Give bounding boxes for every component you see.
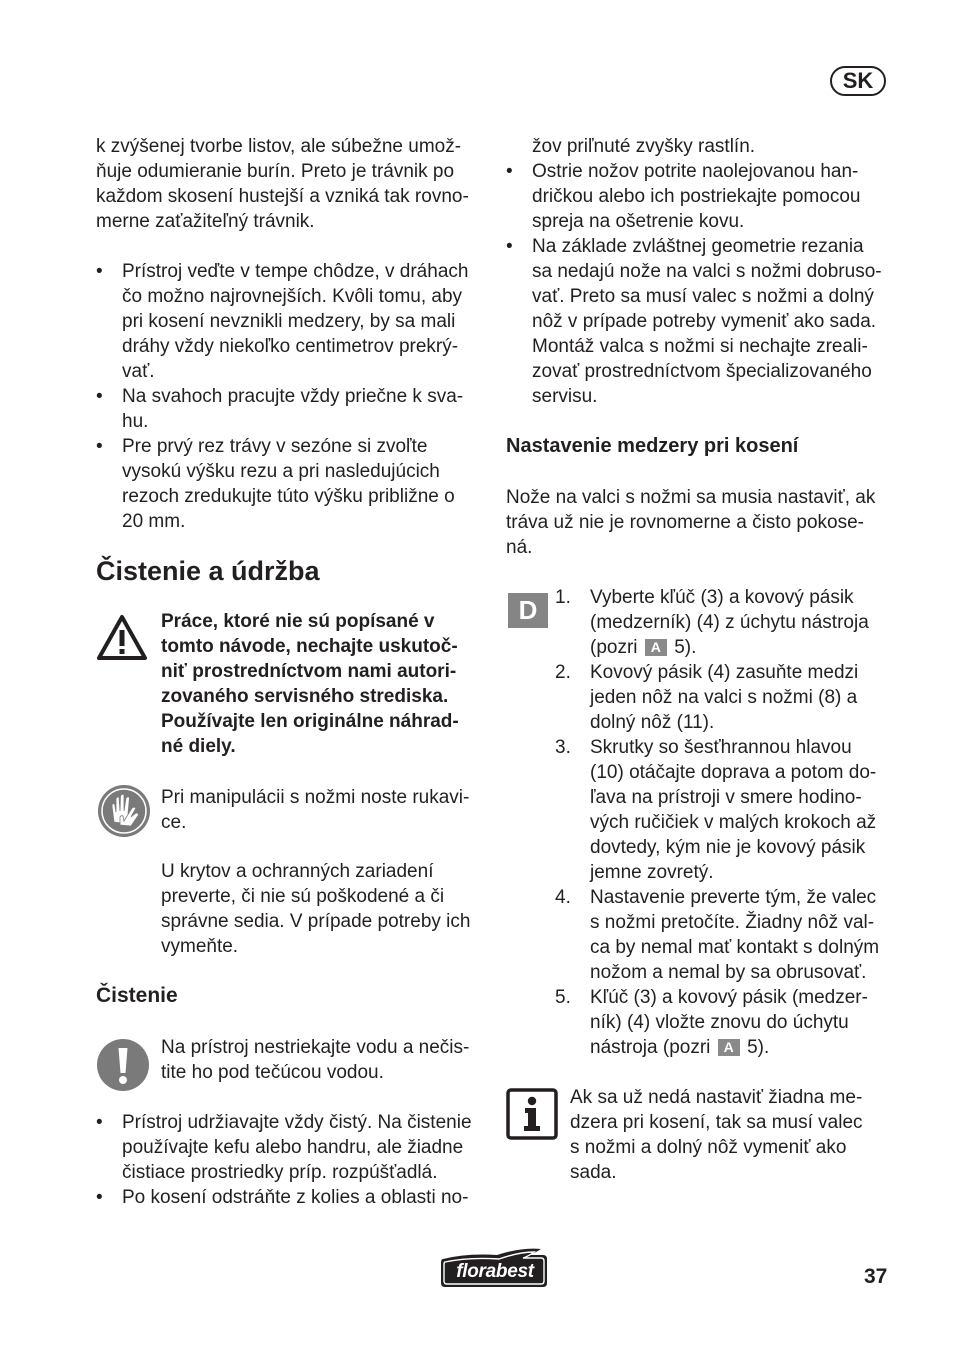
figure-ref-badge: A [645, 639, 667, 656]
list-item: • Prístroj udržiavajte vždy čistý. Na čistenie používajte kefu alebo handru, ale žiadne čistiace prostriedky príp. rozpúšťadlá. [96, 1110, 486, 1185]
no-water-text: Na prístroj nestriekajte vodu a nečis- tite ho pod tečúcou vodou. [161, 1037, 470, 1083]
figure-d-label: D [508, 593, 548, 628]
warning-text: Práce, ktoré nie sú popísané v tomto návode, nechajte uskutoč- niť prostredníctvom nami autori- zovaného servisného strediska. Používajte len originálne náhrad- né diely. [161, 611, 459, 757]
page-number: 37 [864, 1265, 888, 1288]
step-item [555, 585, 895, 660]
blade-care-list [506, 159, 896, 409]
section-heading-cutting-gap: Nastavenie medzery pri kosení [506, 435, 799, 457]
list-item: • Prístroj veďte v tempe chôdze, v dráhach čo možno najrovnejších. Kvôli tomu, aby pri kosení nevznikli medzery, by sa mali dráhy vždy niekoľko centimetrov prekrý- vať. [96, 259, 486, 384]
step-text: Kovový pásik (4) zasuňte medzi jeden nôž na valci s nožmi (8) a dolný nôž (11). [590, 662, 859, 733]
adjustment-steps [555, 585, 895, 1060]
continued-line: žov priľnuté zvyšky rastlín. [532, 136, 756, 157]
cleaning-tips-list [96, 1110, 486, 1210]
info-text: Ak sa už nedá nastaviť žiadna me- dzera pri kosení, tak sa musí valec s nožmi a dolný nôž vymeniť ako sada. [570, 1087, 863, 1183]
list-item: • Na základe zvláštnej geometrie rezania sa nedajú nože na valci s nožmi dobruso- vať. Preto sa musí valec s nožmi a dolný nôž v prípade potreby vymeniť ako sada. Montáž valca s nožmi si nechajte zreali- zovať prostredníctvom špecializovaného servisu. [506, 234, 896, 409]
list-item: • Po kosení odstráňte z kolies a oblasti no- [96, 1185, 486, 1210]
step-text: Skrutky so šesťhrannou hlavou (10) otáčajte doprava a potom do- ľava na prístroji v smere hodino- vých ručičiek v malých krokoch až dovtedy, kým nie je kovový pásik jemne zovretý. [590, 737, 877, 883]
step-text: 5). [668, 637, 697, 658]
list-item: • Na svahoch pracujte vždy priečne k sva- hu. [96, 384, 486, 434]
mowing-tips-list [96, 259, 486, 534]
gloves-text: Pri manipulácii s nožmi noste rukavi- ce. [161, 787, 470, 833]
logo-text: florabest [456, 1261, 534, 1282]
florabest-logo [437, 1243, 552, 1291]
step-item [555, 735, 895, 885]
figure-ref-badge: A [718, 1039, 740, 1056]
step-number: 5. [555, 987, 571, 1008]
gap-intro-text: Nože na valci s nožmi sa musia nastaviť, ak tráva už nie je rovnomerne a čisto pokose- ná. [506, 487, 876, 558]
intro-paragraph: k zvýšenej tvorbe listov, ale súbežne umož- ňuje odumieranie burín. Preto je trávnik po každom skosení hustejší a vzniká tak rovno- merne zaťažiteľný trávnik. [96, 136, 469, 232]
section-heading-cleaning-maintenance: Čistenie a údržba [96, 556, 320, 586]
list-item: • Pre prvý rez trávy v sezóne si zvoľte vysokú výšku rezu a pri nasledujúcich rezoch zredukujte túto výšku približne o 20 mm. [96, 434, 486, 534]
step-number: 4. [555, 887, 571, 908]
step-item [555, 985, 895, 1060]
step-number: 1. [555, 587, 571, 608]
step-text: Vyberte kľúč (3) a kovový pásik (medzerník) (4) z úchytu nástroja (pozri [590, 587, 869, 658]
warning-icon [96, 614, 148, 662]
exclamation-icon [96, 1038, 150, 1092]
list-item: • Ostrie nožov potrite naolejovanou han- dričkou alebo ich postriekajte pomocou spreja na ošetrenie kovu. [506, 159, 896, 234]
gloves-icon [97, 784, 151, 838]
language-badge: SK [830, 66, 886, 96]
info-icon [506, 1088, 558, 1140]
section-heading-cleaning: Čistenie [96, 984, 178, 1007]
step-text: Kľúč (3) a kovový pásik (medzer- ník) (4) vložte znovu do úchytu nástroja (pozri [590, 987, 868, 1058]
step-item [555, 885, 895, 985]
step-text: Nastavenie preverte tým, že valec s nožmi pretočíte. Žiadny nôž val- ca by nemal mať kontakt s dolným nožom a nemal by sa obrusovať. [590, 887, 880, 983]
step-item [555, 660, 895, 735]
covers-text: U krytov a ochranných zariadení preverte, či nie sú poškodené a či správne sedia. V prípade potreby ich vymeňte. [161, 861, 471, 957]
step-text: 5). [741, 1037, 770, 1058]
step-number: 3. [555, 737, 571, 758]
step-number: 2. [555, 662, 571, 683]
